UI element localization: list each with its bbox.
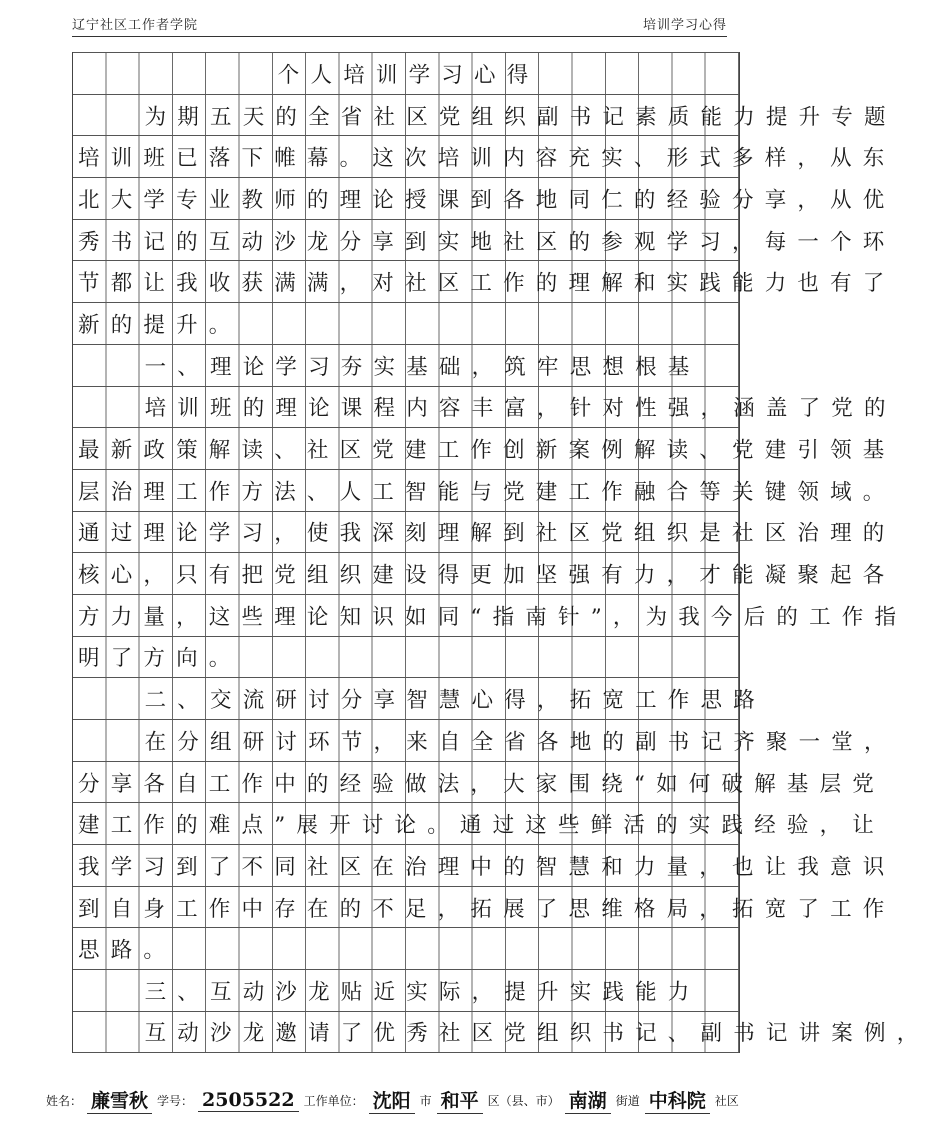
community-value: 中科院 — [645, 1086, 710, 1114]
grid-row — [73, 677, 766, 719]
grid-row — [73, 94, 897, 136]
grid-row — [73, 511, 896, 553]
city-value: 沈阳 — [369, 1086, 415, 1114]
text-line: 新的提升。 — [78, 312, 242, 338]
grid-row — [73, 469, 896, 511]
text-line: 核心，只有把党组织建设得更加坚强有力，才能凝聚起各 — [78, 563, 896, 589]
grid-row — [73, 386, 897, 428]
district-value: 和平 — [437, 1086, 483, 1114]
grid-row — [73, 761, 885, 803]
grid-row — [73, 219, 896, 261]
footer-info — [44, 1086, 755, 1114]
district-suffix: 区（县、市） — [487, 1093, 560, 1108]
grid-row — [73, 52, 739, 94]
text-line: 到自身工作中存在的不足，拓展了思维格局，拓宽了工作 — [78, 896, 896, 922]
name-label: 姓名： — [46, 1093, 83, 1108]
grid-row — [73, 1011, 929, 1053]
street-suffix: 街道 — [615, 1093, 640, 1108]
grid-row — [73, 260, 896, 302]
document-title: 个人培训学习心得 — [277, 62, 540, 88]
grid-row — [73, 594, 908, 636]
text-line: 层治理工作方法、人工智能与党建工作融合等关键领域。 — [78, 479, 896, 505]
id-value: 2505522 — [198, 1089, 299, 1112]
city-suffix: 市 — [419, 1093, 432, 1108]
text-line: 培训班已落下帷幕。这次培训内容充实、形式多样，从东 — [78, 146, 896, 172]
grid-row — [73, 177, 896, 219]
header-rule — [72, 36, 727, 37]
header-doc-title: 培训学习心得 — [642, 18, 727, 33]
grid-row — [73, 302, 739, 344]
grid-row — [73, 802, 885, 844]
text-line: 秀书记的互动沙龙分享到实地社区的参观学习，每一个环 — [78, 229, 896, 255]
manuscript-grid — [72, 52, 929, 1053]
grid-row — [73, 969, 739, 1011]
text-line: 方力量，这些理论知识如同“指南针”，为我今后的工作指 — [78, 604, 908, 630]
grid-row — [73, 719, 897, 761]
grid-row — [73, 886, 896, 928]
community-suffix: 社区 — [714, 1093, 739, 1108]
grid-row — [73, 636, 739, 678]
text-line: 我学习到了不同社区在治理中的智慧和力量，也让我意识 — [78, 854, 896, 880]
grid-row — [73, 135, 896, 177]
text-line: 明了方向。 — [78, 646, 242, 672]
grid-row — [73, 344, 739, 386]
text-line: 最新政策解读、社区党建工作创新案例解读、党建引领基 — [78, 438, 896, 464]
text-line: 为期五天的全省社区党组织副书记素质能力提升专题 — [144, 104, 897, 130]
text-line: 分享各自工作中的经验做法，大家围绕“如何破解基层党 — [78, 771, 885, 797]
text-line: 建工作的难点”展开讨论。通过这些鲜活的实践经验，让 — [78, 813, 885, 839]
text-line: 互动沙龙邀请了优秀社区党组织书记、副书记讲案例， — [144, 1021, 929, 1047]
text-line: 北大学专业教师的理论授课到各地同仁的经验分享，从优 — [78, 187, 896, 213]
text-line: 一、理论学习夯实基础，筑牢思想根基 — [144, 354, 701, 380]
name-value: 廉雪秋 — [87, 1086, 152, 1114]
header-institution: 辽宁社区工作者学院 — [72, 18, 199, 33]
grid-row — [73, 927, 739, 969]
text-line: 在分组研讨环节，来自全省各地的副书记齐聚一堂， — [144, 729, 897, 755]
grid-row — [73, 552, 896, 594]
text-line: 思路。 — [78, 938, 177, 964]
grid-row — [73, 427, 896, 469]
unit-label: 工作单位： — [303, 1093, 364, 1108]
street-value: 南湖 — [565, 1086, 611, 1114]
grid-row — [73, 844, 896, 886]
text-line: 三、互动沙龙贴近实际，提升实践能力 — [144, 979, 701, 1005]
text-line: 节都让我收获满满，对社区工作的理解和实践能力也有了 — [78, 271, 896, 297]
text-line: 培训班的理论课程内容丰富，针对性强，涵盖了党的 — [144, 396, 897, 422]
text-line: 二、交流研讨分享智慧心得，拓宽工作思路 — [144, 688, 766, 714]
text-line: 通过理论学习，使我深刻理解到社区党组织是社区治理的 — [78, 521, 896, 547]
id-label: 学号： — [157, 1093, 194, 1108]
